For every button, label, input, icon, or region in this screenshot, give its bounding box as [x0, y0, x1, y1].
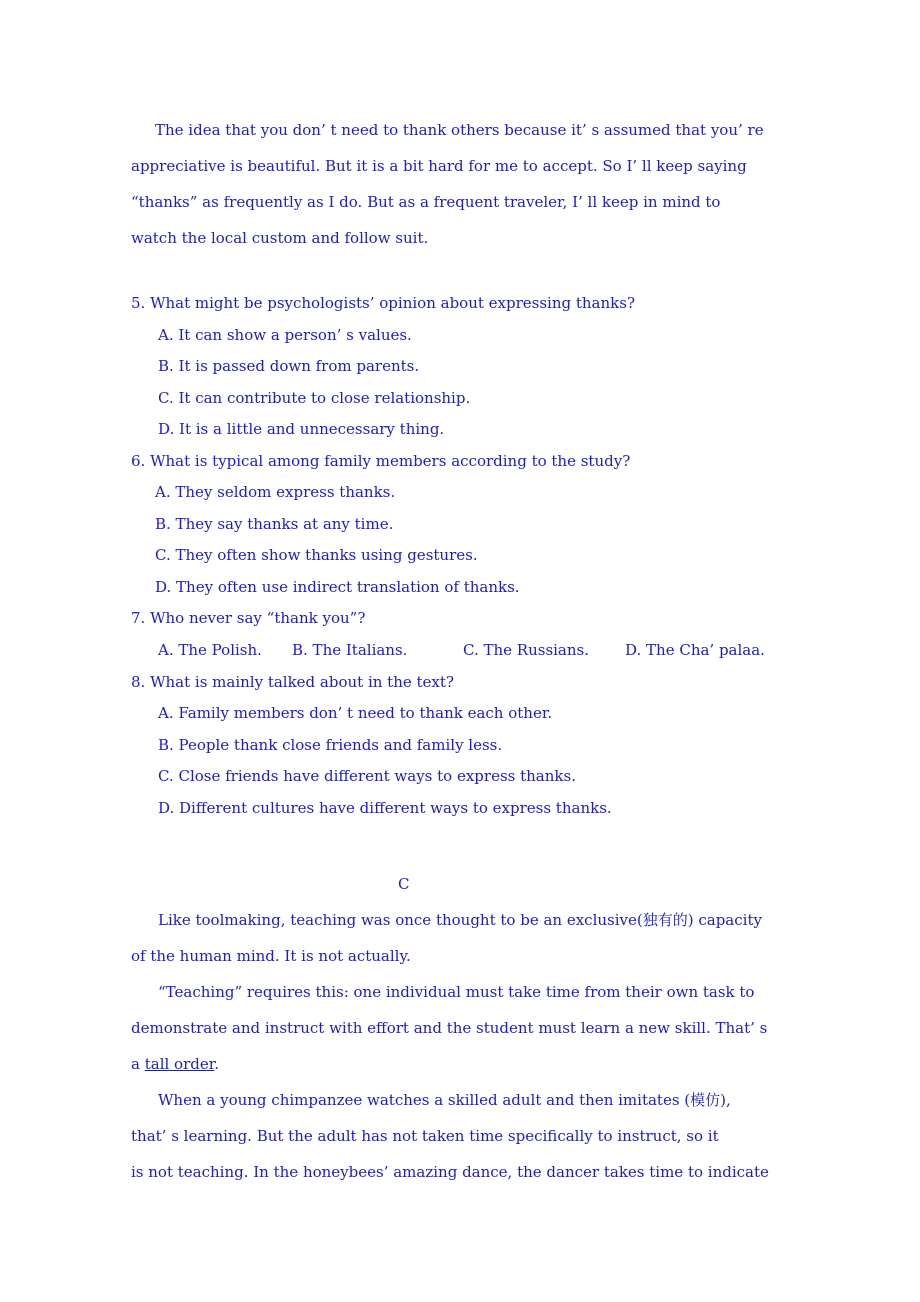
- option-a: A. It can show a person’ s values.: [158, 326, 412, 344]
- option-a: A. Family members don’ t need to thank each other.: [158, 704, 553, 722]
- text-line: is not teaching. In the honeybees’ amazing dance, the dancer takes time to indicate: [131, 1163, 769, 1181]
- option-a: A. The Polish.: [158, 641, 262, 659]
- question-stem: 6. What is typical among family members according to the study?: [131, 452, 631, 470]
- text-line: “Teaching” requires this: one individual must take time from their own task to: [158, 983, 755, 1001]
- question-stem: 8. What is mainly talked about in the text?: [131, 673, 454, 691]
- option-d: D. Different cultures have different ways to express thanks.: [158, 799, 612, 817]
- question-stem: 5. What might be psychologists’ opinion about expressing thanks?: [131, 294, 635, 312]
- section-heading: C: [398, 875, 410, 893]
- option-c: C. They often show thanks using gestures.: [155, 546, 478, 564]
- option-d: D. They often use indirect translation of thanks.: [155, 578, 520, 596]
- text-line: demonstrate and instruct with effort and the student must learn a new skill. That’ s: [131, 1019, 768, 1037]
- text-line: When a young chimpanzee watches a skilled adult and then imitates (模仿),: [158, 1091, 731, 1109]
- underlined-phrase: tall order: [144, 1055, 215, 1073]
- text-line: that’ s learning. But the adult has not taken time specifically to instruct, so it: [131, 1127, 719, 1145]
- option-d: D. The Cha’ palaa.: [625, 641, 765, 659]
- text-line: “thanks” as frequently as I do. But as a frequent traveler, I’ ll keep in mind to: [131, 193, 721, 211]
- option-d: D. It is a little and unnecessary thing.: [158, 420, 445, 438]
- text-line: watch the local custom and follow suit.: [131, 229, 429, 247]
- text-line: The idea that you don’ t need to thank others because it’ s assumed that you’ re: [155, 121, 764, 139]
- text-fragment: a: [131, 1055, 145, 1073]
- text-line: appreciative is beautiful. But it is a bit hard for me to accept. So I’ ll keep saying: [131, 157, 747, 175]
- question-stem: 7. Who never say “thank you”?: [131, 609, 366, 627]
- text-line: of the human mind. It is not actually.: [131, 947, 411, 965]
- text-line: [131, 1054, 219, 1074]
- option-b: B. It is passed down from parents.: [158, 357, 420, 375]
- option-c: C. Close friends have different ways to express thanks.: [158, 767, 576, 785]
- text-fragment: .: [214, 1055, 220, 1073]
- option-b: B. People thank close friends and family less.: [158, 736, 503, 754]
- option-c: C. It can contribute to close relationship.: [158, 389, 471, 407]
- option-b: B. They say thanks at any time.: [155, 515, 394, 533]
- text-line: Like toolmaking, teaching was once thought to be an exclusive(独有的) capacity: [158, 911, 762, 929]
- option-a: A. They seldom express thanks.: [155, 483, 396, 501]
- option-b: B. The Italians.: [292, 641, 408, 659]
- option-c: C. The Russians.: [463, 641, 590, 659]
